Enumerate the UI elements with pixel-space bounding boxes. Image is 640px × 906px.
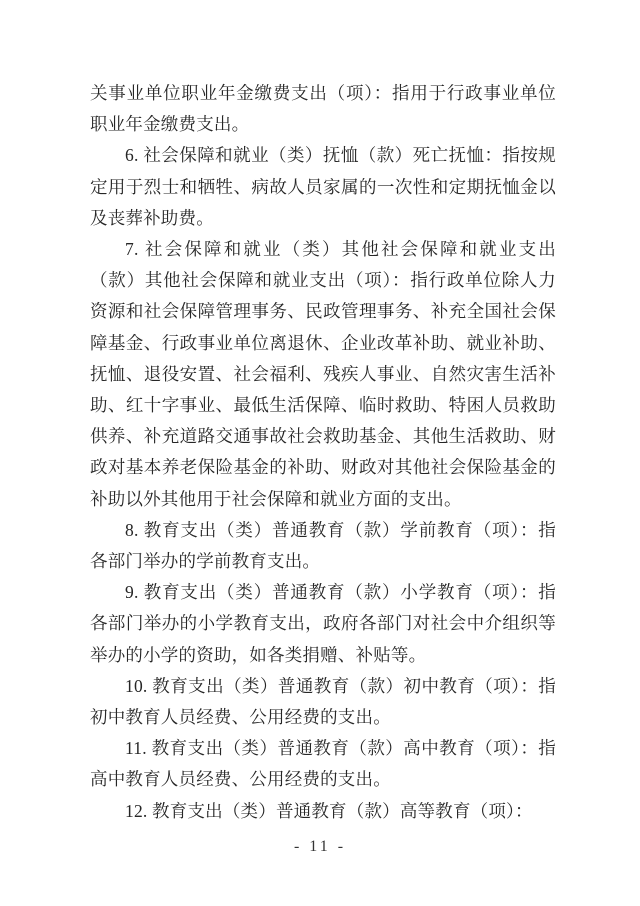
paragraph-item-12-higher-education: 12. 教育支出（类）普通教育（款）高等教育（项）： xyxy=(125,800,533,821)
page-number: - 11 - xyxy=(293,838,347,855)
document-body-text xyxy=(90,78,556,827)
paragraph-item-6-death-pension: 6. 社会保障和就业（类）抚恤（款）死亡抚恤：指按规定用于烈士和牺牲、病故人员家属的一次性和定期抚恤金以及丧葬补助费。 xyxy=(90,145,556,228)
paragraph-pension-continuation: 关事业单位职业年金缴费支出（项）：指用于行政事业单位职业年金缴费支出。 xyxy=(90,83,556,135)
paragraph-item-7-other-social-security: 7. 社会保障和就业（类）其他社会保障和就业支出（款）其他社会保障和就业支出（项）：指行政单位除人力资源和社会保障管理事务、民政管理事务、补充全国社会保障基金、行政事业单位离退休、企业改革补助、就业补助、抚恤、退役安置、社会福利、残疾人事业、自然灾害生活补助、红十字事业、最低生活保障、临时救助、特困人员救助供养、补充道路交通事故社会救助基金、其他生活救助、财政对基本养老保险基金的补助、财政对其他社会保险基金的补助以外其他用于社会保障和就业方面的支出。 xyxy=(90,239,556,509)
paragraph-item-10-junior-high-education: 10. 教育支出（类）普通教育（款）初中教育（项）：指初中教育人员经费、公用经费的支出。 xyxy=(90,675,556,728)
paragraph-item-11-senior-high-education: 11. 教育支出（类）普通教育（款）高中教育（项）：指高中教育人员经费、公用经费的支出。 xyxy=(90,738,556,790)
paragraph-item-9-primary-education: 9. 教育支出（类）普通教育（款）小学教育（项）：指各部门举办的小学教育支出，政府各部门对社会中介组织等举办的小学的资助，如各类捐赠、补贴等。 xyxy=(90,582,556,665)
paragraph-item-8-preschool-education: 8. 教育支出（类）普通教育（款）学前教育（项）：指各部门举办的学前教育支出。 xyxy=(90,519,556,572)
